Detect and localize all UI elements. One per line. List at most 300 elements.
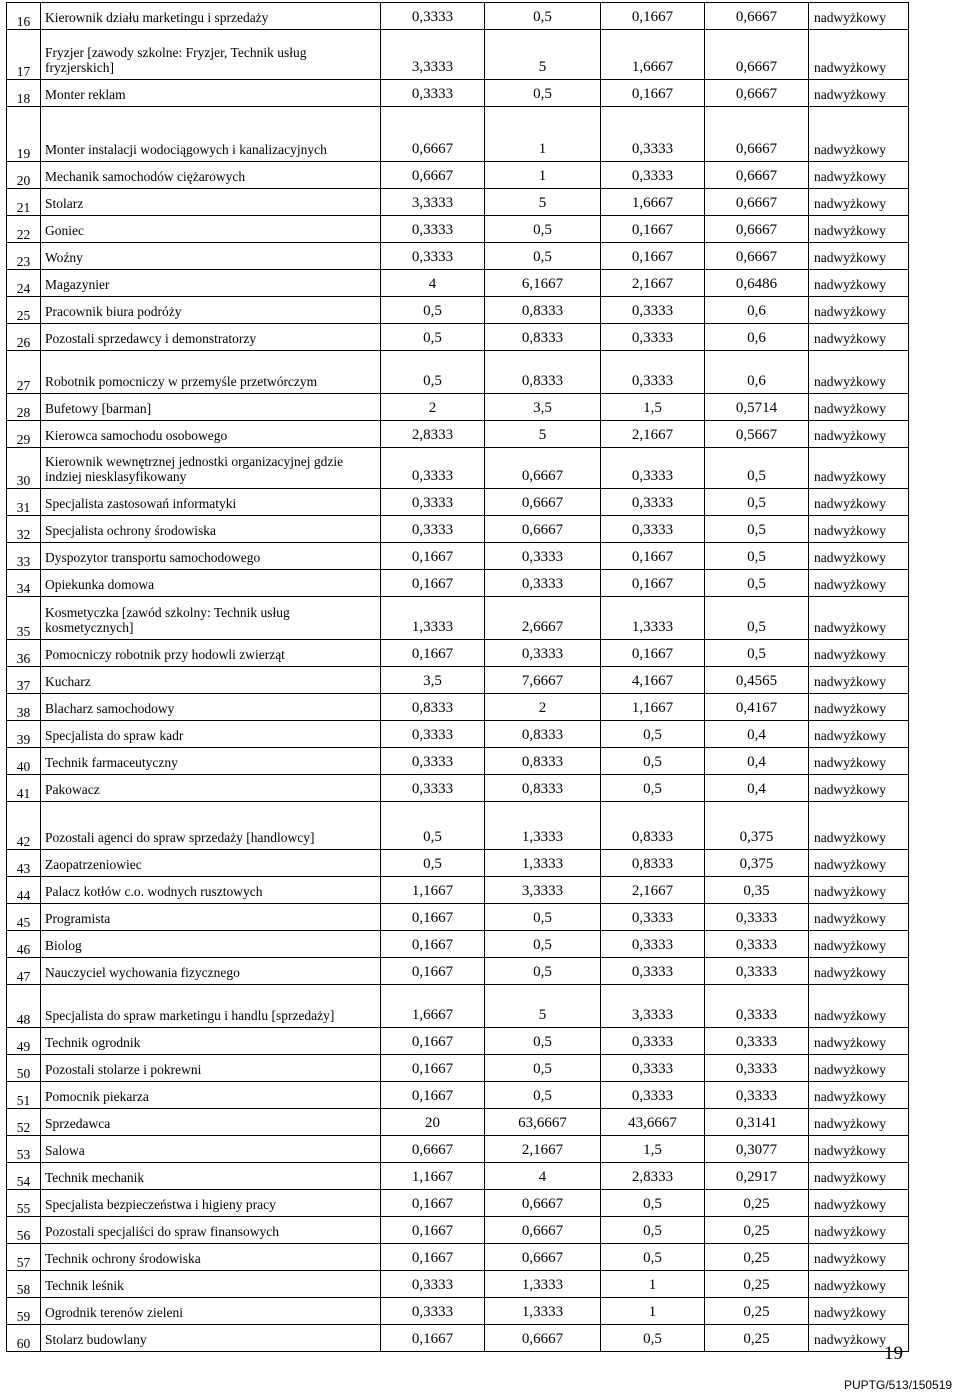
value-col-3: 0,5 [601, 721, 705, 748]
value-col-1: 0,5 [381, 850, 485, 877]
value-col-3: 0,1667 [601, 80, 705, 107]
row-number: 42 [7, 802, 41, 850]
value-col-2: 0,5 [485, 243, 601, 270]
value-col-4: 0,6486 [705, 270, 809, 297]
value-col-3: 0,1667 [601, 570, 705, 597]
value-col-2: 0,6667 [485, 516, 601, 543]
value-col-2: 0,8333 [485, 351, 601, 394]
value-col-3: 1,6667 [601, 189, 705, 216]
value-col-2: 1,3333 [485, 1298, 601, 1325]
row-number: 27 [7, 351, 41, 394]
row-number: 25 [7, 297, 41, 324]
value-col-1: 4 [381, 270, 485, 297]
value-col-3: 0,8333 [601, 850, 705, 877]
value-col-2: 0,3333 [485, 640, 601, 667]
table-row [7, 189, 909, 216]
occupation-name: Nauczyciel wychowania fizycznego [41, 958, 381, 985]
value-col-1: 1,1667 [381, 877, 485, 904]
occupation-name: Monter reklam [41, 80, 381, 107]
value-col-3: 43,6667 [601, 1109, 705, 1136]
row-number: 49 [7, 1028, 41, 1055]
occupation-name: Pozostali stolarze i pokrewni [41, 1055, 381, 1082]
value-col-1: 1,3333 [381, 597, 485, 640]
status-cell: nadwyżkowy [809, 1190, 909, 1217]
value-col-1: 0,3333 [381, 80, 485, 107]
row-number: 43 [7, 850, 41, 877]
status-cell: nadwyżkowy [809, 802, 909, 850]
occupation-name: Monter instalacji wodociągowych i kanalizacyjnych [41, 107, 381, 162]
value-col-1: 0,1667 [381, 1190, 485, 1217]
table-row [7, 1325, 909, 1352]
value-col-1: 0,1667 [381, 570, 485, 597]
status-cell: nadwyżkowy [809, 1271, 909, 1298]
status-cell: nadwyżkowy [809, 1082, 909, 1109]
value-col-1: 0,5 [381, 351, 485, 394]
occupation-name: Pakowacz [41, 775, 381, 802]
value-col-3: 0,3333 [601, 904, 705, 931]
value-col-1: 0,3333 [381, 748, 485, 775]
table-row [7, 1244, 909, 1271]
value-col-2: 0,5 [485, 1082, 601, 1109]
value-col-1: 0,5 [381, 297, 485, 324]
value-col-4: 0,6 [705, 324, 809, 351]
value-col-2: 3,5 [485, 394, 601, 421]
occupation-name: Robotnik pomocniczy w przemyśle przetwórczym [41, 351, 381, 394]
occupation-name: Woźny [41, 243, 381, 270]
value-col-2: 0,5 [485, 1028, 601, 1055]
table-row [7, 1028, 909, 1055]
value-col-2: 0,8333 [485, 775, 601, 802]
value-col-4: 0,6667 [705, 30, 809, 80]
row-number: 46 [7, 931, 41, 958]
value-col-2: 6,1667 [485, 270, 601, 297]
row-number: 22 [7, 216, 41, 243]
value-col-2: 0,3333 [485, 570, 601, 597]
value-col-4: 0,6667 [705, 243, 809, 270]
table-row [7, 80, 909, 107]
status-cell: nadwyżkowy [809, 1163, 909, 1190]
value-col-2: 0,6667 [485, 1190, 601, 1217]
occupation-name: Pozostali agenci do spraw sprzedaży [handlowcy] [41, 802, 381, 850]
occupation-name: Biolog [41, 931, 381, 958]
row-number: 36 [7, 640, 41, 667]
value-col-2: 2,1667 [485, 1136, 601, 1163]
value-col-4: 0,6667 [705, 3, 809, 30]
occupation-name: Specjalista ochrony środowiska [41, 516, 381, 543]
row-number: 18 [7, 80, 41, 107]
value-col-1: 2,8333 [381, 421, 485, 448]
table-row [7, 1163, 909, 1190]
value-col-2: 0,3333 [485, 543, 601, 570]
status-cell: nadwyżkowy [809, 448, 909, 489]
value-col-4: 0,5 [705, 489, 809, 516]
status-cell: nadwyżkowy [809, 394, 909, 421]
value-col-4: 0,5667 [705, 421, 809, 448]
row-number: 58 [7, 1271, 41, 1298]
status-cell: nadwyżkowy [809, 958, 909, 985]
value-col-1: 0,3333 [381, 216, 485, 243]
occupation-name: Palacz kotłów c.o. wodnych rusztowych [41, 877, 381, 904]
occupation-name: Kierownik działu marketingu i sprzedaży [41, 3, 381, 30]
table-row [7, 394, 909, 421]
row-number: 56 [7, 1217, 41, 1244]
value-col-1: 0,1667 [381, 931, 485, 958]
value-col-3: 2,1667 [601, 421, 705, 448]
value-col-2: 0,5 [485, 931, 601, 958]
value-col-4: 0,4 [705, 775, 809, 802]
row-number: 21 [7, 189, 41, 216]
occupation-name: Pozostali sprzedawcy i demonstratorzy [41, 324, 381, 351]
value-col-4: 0,5 [705, 570, 809, 597]
status-cell: nadwyżkowy [809, 640, 909, 667]
status-cell: nadwyżkowy [809, 597, 909, 640]
value-col-3: 0,3333 [601, 931, 705, 958]
value-col-1: 0,1667 [381, 904, 485, 931]
value-col-1: 0,5 [381, 324, 485, 351]
value-col-1: 0,1667 [381, 1244, 485, 1271]
row-number: 20 [7, 162, 41, 189]
value-col-2: 0,5 [485, 80, 601, 107]
row-number: 40 [7, 748, 41, 775]
status-cell: nadwyżkowy [809, 189, 909, 216]
value-col-3: 0,3333 [601, 107, 705, 162]
table-row [7, 107, 909, 162]
value-col-3: 0,5 [601, 1244, 705, 1271]
table-row [7, 931, 909, 958]
value-col-4: 0,3333 [705, 985, 809, 1028]
value-col-2: 0,6667 [485, 1325, 601, 1352]
value-col-4: 0,6667 [705, 216, 809, 243]
status-cell: nadwyżkowy [809, 850, 909, 877]
value-col-1: 0,3333 [381, 489, 485, 516]
row-number: 38 [7, 694, 41, 721]
value-col-2: 0,8333 [485, 748, 601, 775]
value-col-4: 0,6667 [705, 80, 809, 107]
value-col-4: 0,6667 [705, 107, 809, 162]
value-col-2: 0,8333 [485, 324, 601, 351]
occupation-name: Programista [41, 904, 381, 931]
occupation-name: Kosmetyczka [zawód szkolny: Technik usług kosmetycznych] [41, 597, 381, 640]
value-col-4: 0,25 [705, 1298, 809, 1325]
value-col-1: 0,3333 [381, 775, 485, 802]
row-number: 33 [7, 543, 41, 570]
value-col-3: 0,5 [601, 775, 705, 802]
occupation-name: Pozostali specjaliści do spraw finansowych [41, 1217, 381, 1244]
value-col-2: 1 [485, 107, 601, 162]
table-row [7, 597, 909, 640]
row-number: 59 [7, 1298, 41, 1325]
occupation-name: Specjalista zastosowań informatyki [41, 489, 381, 516]
status-cell: nadwyżkowy [809, 324, 909, 351]
status-cell: nadwyżkowy [809, 1109, 909, 1136]
table-row [7, 640, 909, 667]
status-cell: nadwyżkowy [809, 721, 909, 748]
value-col-2: 5 [485, 985, 601, 1028]
table-row [7, 694, 909, 721]
value-col-2: 1,3333 [485, 1271, 601, 1298]
value-col-1: 0,5 [381, 802, 485, 850]
row-number: 54 [7, 1163, 41, 1190]
table-row [7, 1055, 909, 1082]
table-row [7, 1082, 909, 1109]
value-col-2: 1 [485, 162, 601, 189]
table-row [7, 958, 909, 985]
value-col-1: 3,3333 [381, 189, 485, 216]
table-row [7, 297, 909, 324]
row-number: 31 [7, 489, 41, 516]
row-number: 16 [7, 3, 41, 30]
status-cell: nadwyżkowy [809, 162, 909, 189]
status-cell: nadwyżkowy [809, 570, 909, 597]
value-col-2: 0,5 [485, 904, 601, 931]
value-col-3: 2,8333 [601, 1163, 705, 1190]
row-number: 26 [7, 324, 41, 351]
value-col-3: 0,5 [601, 1190, 705, 1217]
row-number: 29 [7, 421, 41, 448]
value-col-4: 0,5 [705, 543, 809, 570]
occupation-name: Stolarz budowlany [41, 1325, 381, 1352]
value-col-1: 3,5 [381, 667, 485, 694]
table-row [7, 543, 909, 570]
value-col-3: 0,3333 [601, 162, 705, 189]
table-row [7, 243, 909, 270]
row-number: 39 [7, 721, 41, 748]
value-col-4: 0,6 [705, 297, 809, 324]
value-col-4: 0,3333 [705, 1082, 809, 1109]
value-col-1: 0,1667 [381, 958, 485, 985]
row-number: 60 [7, 1325, 41, 1352]
table-row [7, 162, 909, 189]
status-cell: nadwyżkowy [809, 489, 909, 516]
row-number: 53 [7, 1136, 41, 1163]
occupation-name: Kierowca samochodu osobowego [41, 421, 381, 448]
value-col-4: 0,3141 [705, 1109, 809, 1136]
value-col-1: 0,1667 [381, 543, 485, 570]
value-col-1: 3,3333 [381, 30, 485, 80]
value-col-3: 0,3333 [601, 516, 705, 543]
value-col-2: 63,6667 [485, 1109, 601, 1136]
row-number: 41 [7, 775, 41, 802]
value-col-2: 0,5 [485, 1055, 601, 1082]
value-col-4: 0,2917 [705, 1163, 809, 1190]
status-cell: nadwyżkowy [809, 543, 909, 570]
value-col-4: 0,3333 [705, 958, 809, 985]
value-col-3: 1,5 [601, 1136, 705, 1163]
value-col-1: 2 [381, 394, 485, 421]
table-row [7, 721, 909, 748]
table-row [7, 270, 909, 297]
value-col-4: 0,5 [705, 516, 809, 543]
table-row [7, 1190, 909, 1217]
value-col-3: 3,3333 [601, 985, 705, 1028]
occupation-name: Mechanik samochodów ciężarowych [41, 162, 381, 189]
value-col-2: 5 [485, 189, 601, 216]
table-row [7, 516, 909, 543]
status-cell: nadwyżkowy [809, 421, 909, 448]
status-cell: nadwyżkowy [809, 985, 909, 1028]
occupation-name: Technik farmaceutyczny [41, 748, 381, 775]
occupation-name: Stolarz [41, 189, 381, 216]
row-number: 30 [7, 448, 41, 489]
value-col-2: 2 [485, 694, 601, 721]
row-number: 23 [7, 243, 41, 270]
table-row [7, 216, 909, 243]
value-col-4: 0,5 [705, 640, 809, 667]
value-col-4: 0,25 [705, 1217, 809, 1244]
status-cell: nadwyżkowy [809, 1244, 909, 1271]
value-col-1: 0,6667 [381, 1136, 485, 1163]
value-col-4: 0,3333 [705, 931, 809, 958]
table-row [7, 877, 909, 904]
value-col-4: 0,25 [705, 1244, 809, 1271]
status-cell: nadwyżkowy [809, 1136, 909, 1163]
value-col-1: 0,3333 [381, 721, 485, 748]
occupation-name: Technik ochrony środowiska [41, 1244, 381, 1271]
status-cell: nadwyżkowy [809, 694, 909, 721]
row-number: 17 [7, 30, 41, 80]
table-row [7, 1298, 909, 1325]
value-col-4: 0,6 [705, 351, 809, 394]
row-number: 28 [7, 394, 41, 421]
table-row [7, 30, 909, 80]
value-col-1: 0,1667 [381, 1217, 485, 1244]
value-col-3: 1,5 [601, 394, 705, 421]
value-col-4: 0,4565 [705, 667, 809, 694]
occupation-name: Pomocnik piekarza [41, 1082, 381, 1109]
row-number: 50 [7, 1055, 41, 1082]
table-row [7, 748, 909, 775]
value-col-3: 4,1667 [601, 667, 705, 694]
value-col-4: 0,5 [705, 597, 809, 640]
value-col-1: 0,1667 [381, 1055, 485, 1082]
value-col-1: 0,3333 [381, 448, 485, 489]
status-cell: nadwyżkowy [809, 80, 909, 107]
occupation-name: Sprzedawca [41, 1109, 381, 1136]
value-col-3: 0,1667 [601, 640, 705, 667]
value-col-3: 0,1667 [601, 543, 705, 570]
value-col-2: 4 [485, 1163, 601, 1190]
value-col-3: 0,3333 [601, 1055, 705, 1082]
value-col-2: 0,6667 [485, 489, 601, 516]
value-col-1: 0,6667 [381, 107, 485, 162]
row-number: 52 [7, 1109, 41, 1136]
value-col-3: 0,1667 [601, 243, 705, 270]
table-body [7, 3, 909, 1352]
value-col-3: 0,3333 [601, 489, 705, 516]
table-row [7, 904, 909, 931]
occupation-table [6, 2, 909, 1352]
row-number: 24 [7, 270, 41, 297]
occupation-name: Technik ogrodnik [41, 1028, 381, 1055]
status-cell: nadwyżkowy [809, 3, 909, 30]
occupation-name: Goniec [41, 216, 381, 243]
table-row [7, 1271, 909, 1298]
occupation-name: Blacharz samochodowy [41, 694, 381, 721]
table-row [7, 324, 909, 351]
value-col-2: 7,6667 [485, 667, 601, 694]
occupation-name: Technik leśnik [41, 1271, 381, 1298]
status-cell: nadwyżkowy [809, 904, 909, 931]
value-col-3: 0,5 [601, 1217, 705, 1244]
value-col-4: 0,25 [705, 1190, 809, 1217]
row-number: 48 [7, 985, 41, 1028]
row-number: 44 [7, 877, 41, 904]
value-col-4: 0,6667 [705, 189, 809, 216]
occupation-name: Salowa [41, 1136, 381, 1163]
status-cell: nadwyżkowy [809, 775, 909, 802]
row-number: 55 [7, 1190, 41, 1217]
row-number: 47 [7, 958, 41, 985]
value-col-3: 0,3333 [601, 958, 705, 985]
value-col-4: 0,375 [705, 802, 809, 850]
value-col-1: 0,1667 [381, 1082, 485, 1109]
value-col-4: 0,25 [705, 1325, 809, 1352]
value-col-3: 0,3333 [601, 448, 705, 489]
value-col-4: 0,3333 [705, 904, 809, 931]
value-col-2: 3,3333 [485, 877, 601, 904]
status-cell: nadwyżkowy [809, 351, 909, 394]
status-cell: nadwyżkowy [809, 270, 909, 297]
value-col-4: 0,3333 [705, 1028, 809, 1055]
value-col-3: 1 [601, 1298, 705, 1325]
value-col-1: 0,3333 [381, 1298, 485, 1325]
value-col-1: 1,6667 [381, 985, 485, 1028]
status-cell: nadwyżkowy [809, 1325, 909, 1352]
value-col-2: 0,6667 [485, 1244, 601, 1271]
status-cell: nadwyżkowy [809, 748, 909, 775]
value-col-1: 20 [381, 1109, 485, 1136]
value-col-2: 1,3333 [485, 802, 601, 850]
occupation-name: Ogrodnik terenów zieleni [41, 1298, 381, 1325]
status-cell: nadwyżkowy [809, 1217, 909, 1244]
row-number: 35 [7, 597, 41, 640]
table-row [7, 489, 909, 516]
value-col-3: 0,5 [601, 1325, 705, 1352]
value-col-3: 0,3333 [601, 1082, 705, 1109]
value-col-4: 0,3333 [705, 1055, 809, 1082]
occupation-name: Specjalista do spraw marketingu i handlu [sprzedaży] [41, 985, 381, 1028]
occupation-name: Kierownik wewnętrznej jednostki organizacyjnej gdzie indziej niesklasyfikowany [41, 448, 381, 489]
status-cell: nadwyżkowy [809, 1055, 909, 1082]
status-cell: nadwyżkowy [809, 297, 909, 324]
row-number: 51 [7, 1082, 41, 1109]
row-number: 57 [7, 1244, 41, 1271]
occupation-name: Kucharz [41, 667, 381, 694]
status-cell: nadwyżkowy [809, 1028, 909, 1055]
table-row [7, 570, 909, 597]
value-col-3: 0,3333 [601, 351, 705, 394]
table-row [7, 850, 909, 877]
status-cell: nadwyżkowy [809, 216, 909, 243]
occupation-name: Specjalista do spraw kadr [41, 721, 381, 748]
row-number: 34 [7, 570, 41, 597]
occupation-name: Magazynier [41, 270, 381, 297]
value-col-4: 0,4167 [705, 694, 809, 721]
occupation-name: Bufetowy [barman] [41, 394, 381, 421]
value-col-1: 0,1667 [381, 1028, 485, 1055]
value-col-4: 0,5714 [705, 394, 809, 421]
value-col-2: 0,5 [485, 3, 601, 30]
value-col-1: 0,3333 [381, 516, 485, 543]
status-cell: nadwyżkowy [809, 243, 909, 270]
row-number: 45 [7, 904, 41, 931]
table-row [7, 421, 909, 448]
table-row [7, 775, 909, 802]
status-cell: nadwyżkowy [809, 516, 909, 543]
row-number: 32 [7, 516, 41, 543]
value-col-3: 0,1667 [601, 216, 705, 243]
table-row [7, 351, 909, 394]
